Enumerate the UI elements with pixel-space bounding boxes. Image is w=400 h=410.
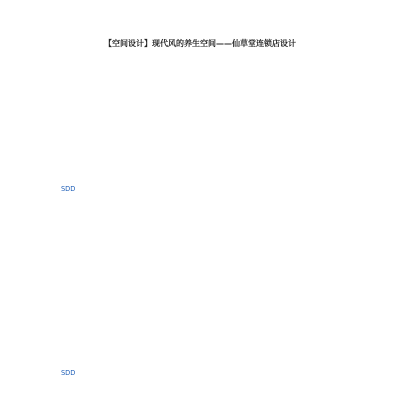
interview-question-2: SDD [61,369,76,377]
interview-question-1: SDD [61,185,76,193]
article-title: 【空间设计】现代风的养生空间——仙草堂连锁店设计 [104,39,296,48]
